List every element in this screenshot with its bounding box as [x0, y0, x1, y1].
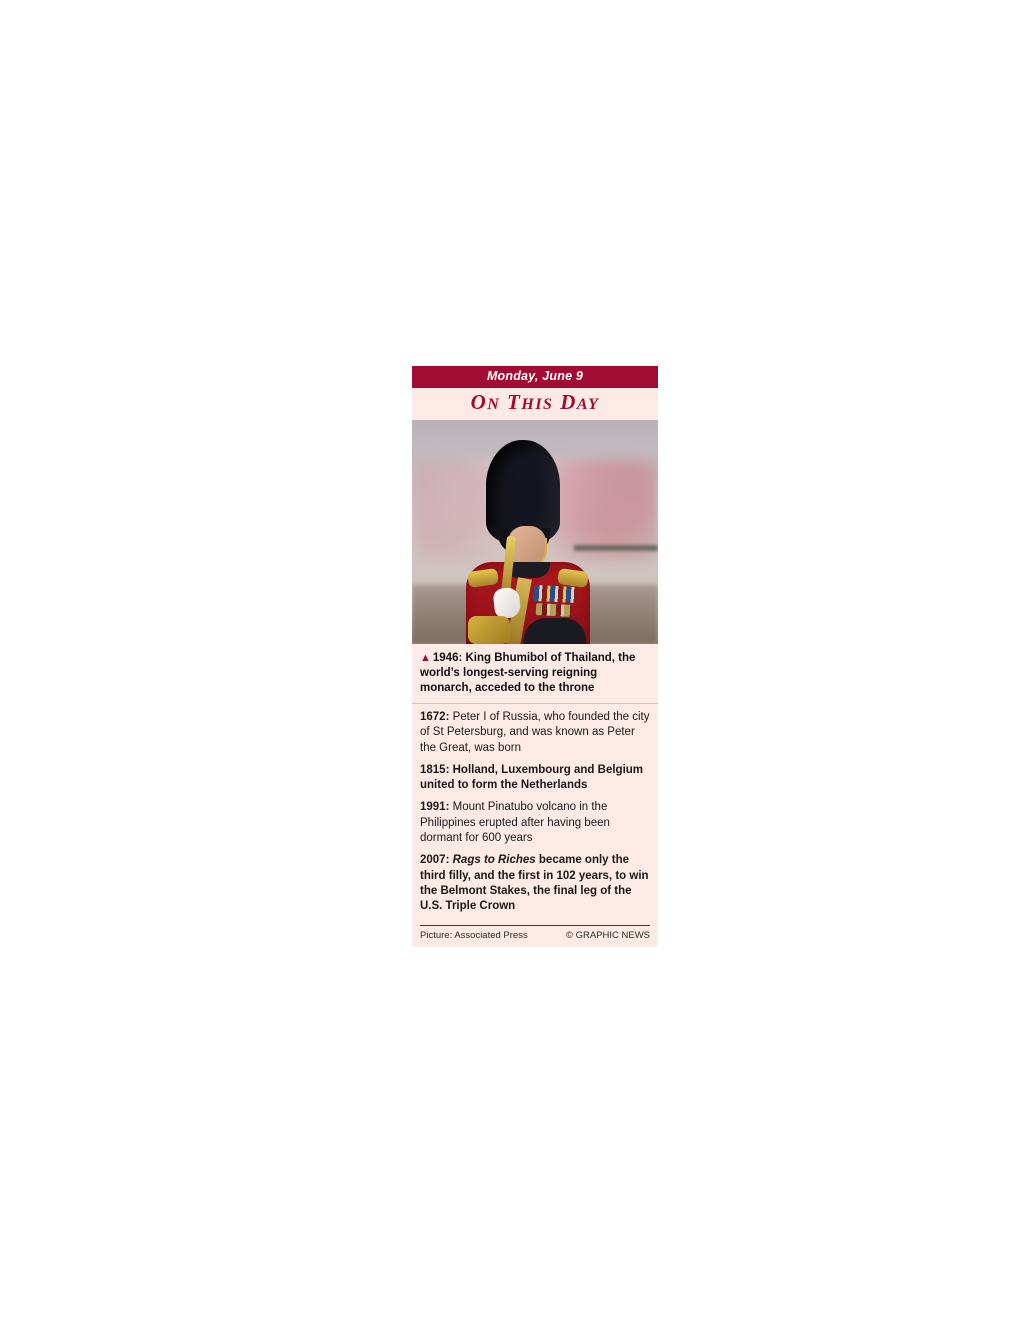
photo-caption	[412, 644, 658, 705]
date-bar: Monday, June 9	[412, 366, 658, 388]
feature-photo	[412, 420, 658, 644]
triangle-marker-icon: ▲	[420, 651, 431, 664]
list-item	[420, 710, 650, 756]
events-list	[412, 704, 658, 923]
entry-text: Mount Pinatubo volcano in the Philippines erupted after having been dormant for 600 years	[420, 801, 610, 844]
entry-year: 1815:	[420, 763, 450, 776]
picture-credit: Picture: Associated Press	[420, 930, 528, 942]
page-title	[470, 389, 600, 414]
photo-rail	[574, 545, 658, 551]
entry-text: Holland, Luxembourg and Belgium united to form the Netherlands	[420, 763, 644, 792]
entry-text: Peter I of Russia, who founded the city of St Petersburg, and was known as Peter the Great, was born	[420, 711, 650, 754]
entry-text-after: became only the third filly, and the first in 102 years, to win the Belmont Stakes, the final leg of the U.S. Triple Crown	[420, 854, 649, 913]
entry-year: 2007:	[420, 854, 450, 867]
entry-year: 1991:	[420, 801, 450, 814]
title-letter-t: T	[507, 389, 522, 414]
list-item	[420, 853, 650, 914]
on-this-day-card	[412, 366, 658, 947]
list-item	[420, 800, 650, 846]
title-letters-ay: AY	[576, 395, 600, 413]
entry-title-italic: Rags to Riches	[452, 854, 536, 867]
title-letters-n: N	[487, 395, 501, 413]
foreground-dark-object	[524, 618, 586, 644]
photo-caption-text: 1946: King Bhumibol of Thailand, the world’s longest-serving reigning monarch, acceded to the throne	[420, 651, 636, 694]
copyright-notice: © GRAPHIC NEWS	[565, 930, 650, 942]
card-footer	[412, 926, 658, 947]
title-letter-d: D	[560, 389, 577, 414]
title-letters-his: HIS	[521, 395, 554, 413]
gold-cuff	[468, 616, 510, 644]
medal-ribbons-row-2	[536, 603, 573, 617]
entry-text-group	[420, 854, 649, 912]
title-bar	[412, 388, 658, 420]
entry-year: 1672:	[420, 711, 450, 724]
medal-ribbons-row-1	[534, 584, 579, 602]
list-item	[420, 763, 650, 794]
title-letter-o: O	[470, 389, 488, 414]
